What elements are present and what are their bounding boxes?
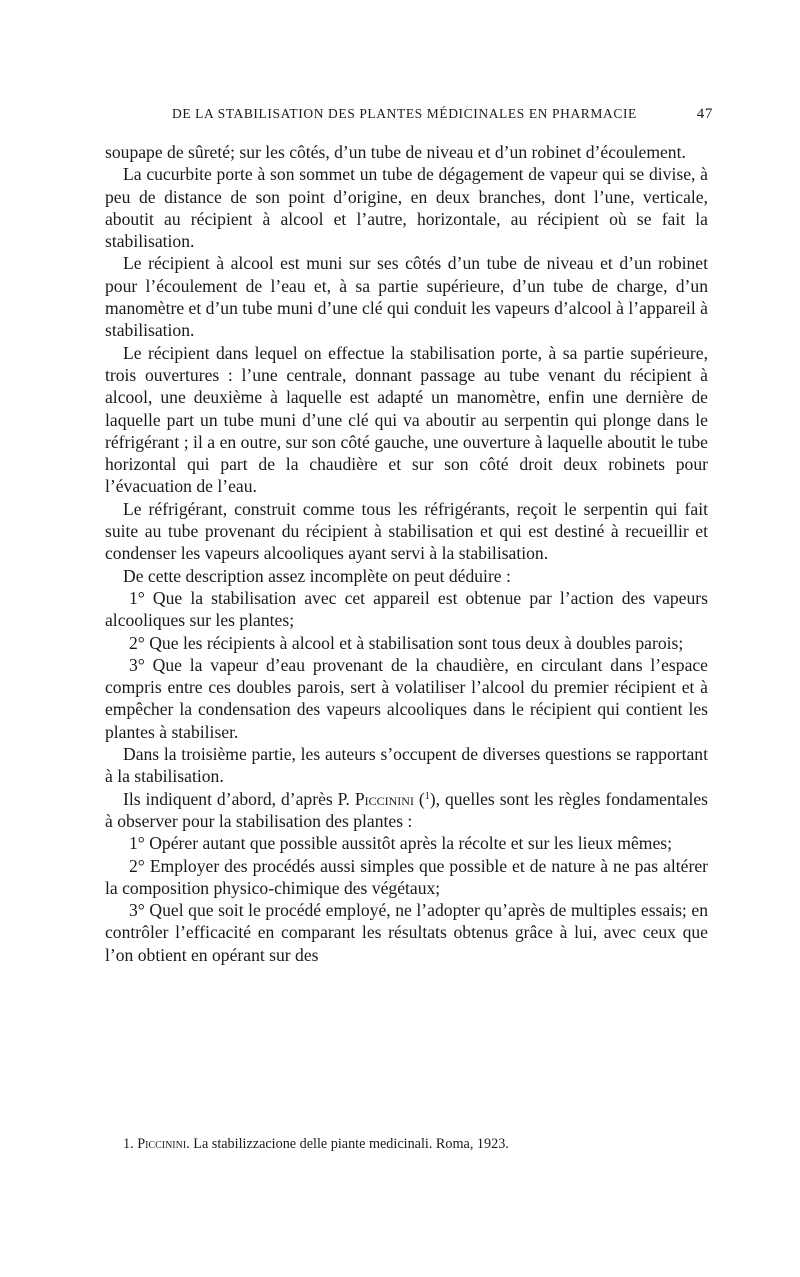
paragraph: De cette description assez incomplète on peut déduire : [123, 565, 511, 586]
paragraph: soupape de sûreté; sur les côtés, d’un tube de niveau et d’un robinet d’écoulement. [105, 142, 686, 162]
paragraph: Le récipient à alcool est muni sur ses côtés d’un tube de niveau et d’un robinet pour l’écoulement de l’eau et, à sa partie supérieure, d’un tube de charge, d’un manomètre et d’un tube muni d’une clé qui conduit les vapeurs d’alcool à l’appareil à stabilisation. [105, 253, 708, 341]
author-name: Piccinini [354, 788, 414, 809]
page-number: 47 [696, 106, 713, 122]
rule-item: 1° Opérer autant que possible aussitôt après la récolte et sur les lieux mêmes; [129, 833, 672, 854]
list-item: 2° Que les récipients à alcool et à stabilisation sont tous deux à doubles parois; [129, 632, 684, 653]
list-item: 3° Que la vapeur d’eau provenant de la chaudière, en circulant dans l’espace compris entre ces doubles parois, sert à volatiliser l’alcool du premier récipient et à empêcher la condensation des vapeurs alcooliques dans le récipient qui contient les plantes à stabiliser. [105, 654, 708, 742]
list-item: 1° Que la stabilisation avec cet appareil est obtenue par l’action des vapeurs alcooliques sur les plantes; [105, 587, 708, 631]
footnote [123, 1135, 713, 1153]
paragraph: Le réfrigérant, construit comme tous les réfrigérants, reçoit le serpentin qui fait suite au tube provenant du récipient à stabilisation et qui est destiné à recueillir et condenser les vapeurs alcooliques ayant servi à la stabilisation. [105, 498, 708, 564]
paragraph: Dans la troisième partie, les auteurs s’occupent de diverses questions se rapportant à la stabilisation. [105, 744, 708, 787]
text-run: Ils indiquent d’abord, d’après P. [123, 788, 355, 809]
text-run: , quelles sont les règles fondamentales à observer pour la stabilisation des plantes : [105, 788, 708, 831]
footnote-number: 1. [123, 1136, 134, 1152]
paragraph: Le récipient dans lequel on effectue la stabilisation porte, à sa partie supérieure, trois ouvertures : l’une centrale, donnant passage au tube venant du récipient à alcool, une deuxième à laquelle est adapté un manomètre, enfin une dernière de laquelle part un tube muni d’une clé qui va aboutir au serpentin qui plonge dans le réfrigérant ; il a en outre, sur son côté gauche, une ouverture à laquelle aboutit le tube horizontal qui part de la chaudière et sur son côté droit deux robinets pour l’évacuation de l’eau. [105, 342, 708, 497]
paragraph-piccinini: Ils indiquent d’abord, d’après P. Piccinini ($^1$), quelles sont les règles fondamentales à observer pour la stabilisation des plantes : [105, 788, 708, 831]
footnote-reference: 1 [424, 790, 430, 802]
paragraph: La cucurbite porte à son sommet un tube de dégagement de vapeur qui se divise, à peu de distance de son point d’origine, en deux branches, dont l’une, verticale, aboutit au récipient à alcool et l’autre, horizontale, au récipient où se fait la stabilisation. [105, 164, 708, 252]
running-head-title: DE LA STABILISATION DES PLANTES MÉDICINALES EN PHARMACIE [172, 106, 637, 121]
rule-item: 3° Quel que soit le procédé employé, ne l’adopter qu’après de multiples essais; en contrôler l’efficacité en comparant les résultats obtenus grâce à lui, avec ceux que l’on obtient en opérant sur des [105, 900, 708, 965]
footnote-text: . La stabilizzacione delle piante medicinali. Roma, 1923. [186, 1136, 509, 1152]
body-text [105, 141, 708, 966]
rule-item: 2° Employer des procédés aussi simples que possible et de nature à ne pas altérer la composition physico-chimique des végétaux; [105, 855, 708, 898]
running-head [100, 106, 713, 128]
footnote-author: Piccinini [137, 1136, 187, 1152]
